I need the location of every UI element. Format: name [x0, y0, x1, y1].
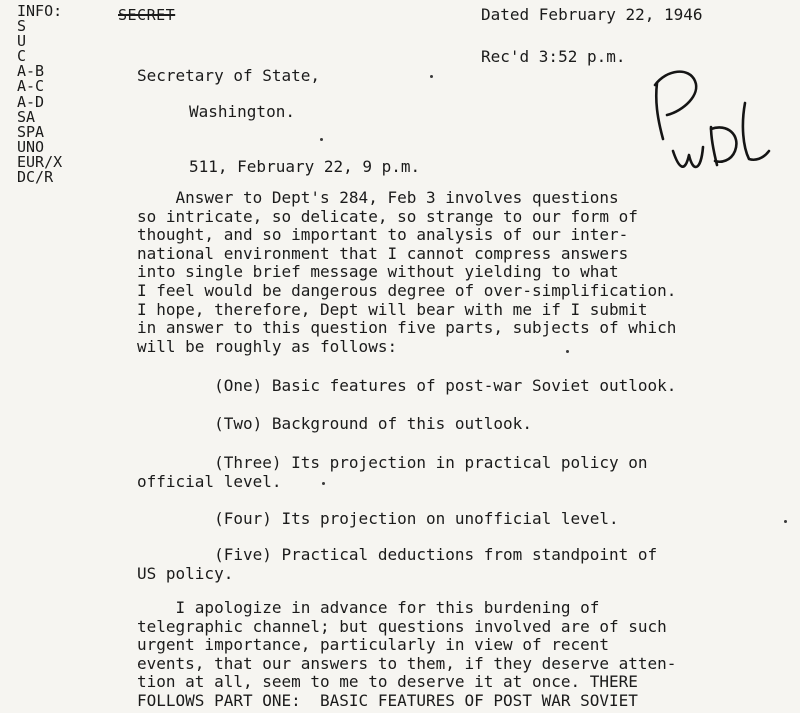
text-line: (Five) Practical deductions from standpoint of — [137, 545, 658, 564]
text-line: US policy. — [137, 564, 234, 583]
text-line: in answer to this question five parts, subjects of which — [137, 318, 677, 338]
routing-code: EUR/X — [17, 152, 63, 171]
routing-code: A-D — [17, 92, 45, 111]
outline-item-four — [137, 509, 777, 528]
addressee: Secretary of State, — [137, 66, 321, 85]
text-line: will be roughly as follows: — [137, 336, 398, 356]
closing-paragraph — [137, 599, 777, 711]
text-line: I apologize in advance for this burdening of — [137, 598, 600, 617]
paper-speck — [320, 138, 323, 141]
routing-code: A-B — [17, 62, 45, 81]
text-line: thought, and so important to analysis of our inter- — [137, 225, 629, 245]
message-reference: 511, February 22, 9 p.m. — [189, 157, 421, 176]
text-line: (Four) Its projection on unofficial level. — [137, 509, 619, 528]
dated-line: Dated February 22, 1946 — [481, 5, 703, 24]
routing-code: A-C — [17, 77, 45, 96]
text-line: so intricate, so delicate, so strange to our form of — [137, 206, 638, 226]
routing-code: DC/R — [17, 168, 54, 187]
text-line: FOLLOWS PART ONE: BASIC FEATURES OF POST WAR SOVIET — [137, 690, 638, 710]
text-line: telegraphic channel; but questions involved are of such — [137, 616, 667, 636]
text-line: (Three) Its projection in practical policy on — [137, 453, 648, 472]
text-line: I feel would be dangerous degree of over-simplification. — [137, 280, 677, 300]
outline-item-five — [137, 545, 777, 583]
routing-code: C — [17, 47, 27, 66]
outline-item-two — [137, 414, 777, 433]
outline-item-one — [137, 376, 777, 395]
text-line: into single brief message without yielding to what — [137, 262, 619, 282]
routing-code: UNO — [17, 137, 45, 156]
paper-speck — [430, 75, 433, 78]
text-line: national environment that I cannot compress answers — [137, 243, 629, 263]
addressee-city: Washington. — [189, 102, 295, 121]
routing-label: INFO: — [17, 2, 63, 20]
routing-code: U — [17, 32, 27, 51]
received-time: Rec'd 3:52 p.m. — [481, 47, 626, 66]
text-line: official level. — [137, 472, 282, 491]
text-line: (Two) Background of this outlook. — [137, 414, 532, 433]
paper-speck — [784, 520, 787, 523]
paper-speck — [566, 350, 569, 353]
text-line: Answer to Dept's 284, Feb 3 involves questions — [137, 188, 619, 207]
routing-list — [17, 4, 77, 185]
routing-code: SA — [17, 107, 36, 126]
routing-code: SPA — [17, 122, 45, 141]
routing-code: S — [17, 17, 27, 36]
intro-paragraph — [137, 189, 777, 356]
text-line: tion at all, seem to me to deserve it at once. THERE — [137, 672, 638, 692]
classification-stamp: SECRET — [118, 6, 176, 24]
text-line: I hope, therefore, Dept will bear with me if I submit — [137, 299, 648, 319]
paper-speck — [322, 482, 325, 485]
text-line: urgent importance, particularly in view of recent — [137, 635, 610, 655]
text-line: events, that our answers to them, if they deserve atten- — [137, 653, 677, 673]
text-line: (One) Basic features of post-war Soviet outlook. — [137, 376, 677, 395]
handwritten-initials-signature — [645, 55, 790, 175]
outline-item-three — [137, 453, 777, 491]
